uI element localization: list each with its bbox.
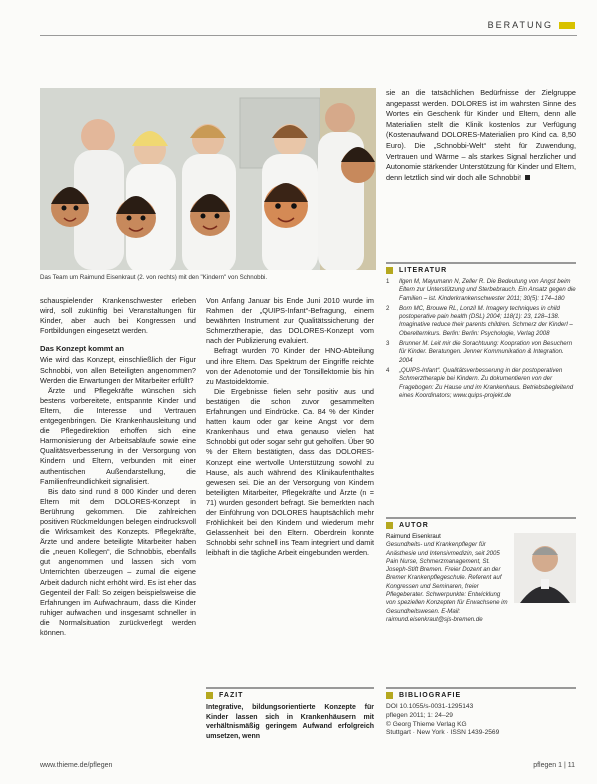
text-column-1 — [40, 296, 196, 638]
literature-item: 2 Born MC, Brouwe RL, Lonzil M. Imagery techniques in child postoperative pain health (DSL) 2004; 118(1): 23, 128–138. Imaginative reduce their parents children. Schmerz der Kinderl – Oberelternkurs. Berlin: Berlin: Psychologie, Verlag 2008 — [386, 304, 573, 337]
portrait-icon — [514, 533, 576, 603]
text-column-3 — [386, 88, 576, 183]
text-column-2 — [206, 296, 374, 558]
paragraph: Von Anfang Januar bis Ende Juni 2010 wurde im Rahmen der „QUIPS-Infant“-Befragung, einem bewährten Instrument zur Qualitätssicherung der Schmerztherapie, das DOLORES-Konzept vom nach der Publizierung evaluiert. — [206, 296, 374, 346]
footer-url: www.thieme.de/pflegen — [40, 762, 113, 769]
paragraph-text: sie an die tatsächlichen Bedürfnisse der Zielgruppe angepasst werden. DOLORES ist im wahrsten Sinne des Wortes ein Geschenk für Kinder und Eltern, denn alle Materialien stellt die Klinik kostenlos zur Verfügung (Kostenaufwand DOLORES-Materialien pro Kind ca. 8,50 Euro). Die „Schnobbi-Welt“ steht für Zuwendung, Vertrauen und Wärme – als starkes Signal herzlicher und Autonomie stärkender Unterstützung für Kinder und Eltern, denn letztlich sind wir doch alle Schnobbi! — [386, 88, 576, 182]
bibliography-heading — [386, 687, 576, 699]
bibliography-body — [386, 703, 576, 738]
author-portrait — [514, 533, 576, 603]
paragraph: Wie wird das Konzept, einschließlich der Figur Schnobbi, von allen Beteiligten angenommen? Werden die Erwartungen der Mitarbeiter erfüllt? — [40, 355, 196, 385]
conclusion-text: Integrative, bildungsorientierte Konzepte für Kinder lassen sich in Krankenhäusern mit verhältnismäßig geringem Aufwand erfolgreich umsetzen, wenn — [206, 704, 374, 740]
conclusion-box — [206, 687, 374, 741]
issn-line: Stuttgart · New York · ISSN 1439-2569 — [386, 729, 500, 737]
top-rule — [40, 35, 577, 36]
section-header — [488, 20, 575, 30]
author-box — [386, 517, 576, 624]
paragraph — [386, 88, 576, 183]
end-mark-icon — [525, 175, 530, 180]
bibliography-title: BIBLIOGRAFIE — [399, 692, 462, 699]
paragraph: Die Ergebnisse fielen sehr positiv aus und bestätigen die schon zuvor gesammelten Erfahrungen und Eindrücke. Ca. 84 % der Kinder hatten kaum oder gar keine Angst vor dem Krankenhaus und etwa genauso vielen hat Schnobbi gut oder sogar sehr gut geholfen. Über 90 % der Eltern bestätigten, dass das DOLORES-Konzept eine wertvolle Unterstützung sowohl zu Hause, als auch während des Klinikaufenthaltes gewesen sei. Die an der Versorgung von Kindern beteiligten Mitarbeiter, Pflegekräfte und Ärzte (n = 71) wurden gesondert befragt. Sie bemerkten nach der Einführung von DOLORES hauptsächlich mehr Fröhlichkeit bei den Kindern und wiederum mehr Gelassenheit bei den Eltern. Oberdrein konnte Schnobbi sehr schnell ins Team integriert und damit leibhaft in die tägliche Arbeit eingebunden werden. — [206, 386, 374, 558]
bibliography-box — [386, 687, 576, 738]
paragraph: Bis dato sind rund 8 000 Kinder und deren Eltern mit dem DOLORES-Konzept in Berührung gekommen. Die zahlreichen positiven Rückmeldungen belegen eindrucksvoll die Wirksamkeit des Konzepts. Pflegekräfte, Ärzte und andere beteiligte Mitarbeiter haben die „neuen Kollegen“, die Schnobbis, ebenfalls gut angenommen und lassen sich vom Unterrichten überzeugen – zumal die eigene Arbeit dadurch nicht erhöht wird. Es ist eher das Gegenteil der Fall: So zeigen beispielsweise die Erfahrungen im Aufwachraum, dass die Kinder ruhiger aufwachen und insgesamt schneller in die Normalsituation zurückverlegt werden können. — [40, 486, 196, 637]
author-body — [386, 533, 576, 624]
paragraph: schauspielender Krankenschwester erleben wird, soll zukünftig bei Veranstaltungen für Kinder, aber auch bei Kongressen und Fortbildungen eingesetzt werden. — [40, 296, 196, 336]
literature-list — [386, 278, 576, 400]
photo-caption: Das Team um Raimund Eisenkraut (2. von rechts) mit den "Kindern" von Schnobbi. — [40, 274, 268, 281]
literature-item: 3 Brunner M. Leit mir die Sorachtuung: Koopration von Besuchern für Kinder. Beratungen. Jenner Kommunikation & Integration. 2004 — [386, 340, 573, 364]
literature-item: 4 „QUIPS-Infant“. Qualitätsverbesserung in der postoperativen Schmerztherapie bei Kindern. Zu dokumentieren von der Fragebogen: Zu Hause und im Krankenhaus. Betriebsbegleitend eines Koordinators; www.quips-projekt.de — [386, 366, 574, 399]
author-heading — [386, 517, 576, 529]
author-title: AUTOR — [399, 522, 429, 529]
literature-heading — [386, 262, 576, 274]
journal-line: pflegen 2011; 1: 24–29 — [386, 711, 453, 719]
literature-title: LITERATUR — [399, 267, 448, 274]
square-bullet-icon — [206, 692, 213, 699]
literature-box — [386, 262, 576, 402]
publisher-line: © Georg Thieme Verlag KG — [386, 720, 467, 728]
footer-page: pflegen 1 | 11 — [533, 762, 575, 769]
conclusion-title: FAZIT — [219, 692, 244, 699]
square-bullet-icon — [386, 522, 393, 529]
doi-line: DOI 10.1055/s-0031-1295143 — [386, 703, 474, 710]
square-bullet-icon — [386, 267, 393, 274]
author-name: Raimund Eisenkraut — [386, 533, 441, 540]
paragraph: Befragt wurden 70 Kinder der HNO-Abteilung und ihre Eltern. Das Spektrum der Eingriffe reichte von der Adenotomie und der Tonsillektomie bis hin zu Mastoidektomie. — [206, 346, 374, 386]
team-photo — [40, 88, 376, 270]
section-color-tab — [559, 22, 575, 29]
team-photo-illustration — [40, 88, 376, 270]
section-label: BERATUNG — [487, 20, 553, 30]
square-bullet-icon — [386, 692, 393, 699]
author-bio: Gesundheits- und Krankenpfleger für Anästhesie und Intensivmedizin, seit 2005 Pain Nurse, Schmerzmanagement, St. Joseph-Stift Bremen. Freier Dozent an der Bremer Krankenpflegeschule. Referent auf Kongressen und Seminaren, freier Pflegeberater. Schwerpunkte: Entwicklung von speziellen Konzepten für Erwachsene im Gesundheitswesen. E-Mail: raimund.eisenkraut@sjs-bremen.de — [386, 541, 508, 623]
literature-item: 1 Ilgen M, Mayumann N, Zeller R. Die Bedeutung von Angst beim Eltern zur Unterstützung und Sterbebrauch. Ein Ansatz gegen die Familien – ist. Kinderkrankenschwester 2011; 30(5): 174–180 — [386, 278, 576, 302]
section-heading: Das Konzept kommt an — [40, 344, 124, 354]
conclusion-heading — [206, 687, 374, 699]
paragraph: Ärzte und Pflegekräfte wünschen sich bestens vorbereitete, entspannte Kinder und Eltern, die Interesse und Vertrauen entgegenbringen. Die Krankenhausleitung und die Pflegedirektion erhoffen sich eine Harmonisierung der Arbeitsabläufe sowie eine Qualitätsverbesserung in der Versorgung von Kindern und Eltern, verbunden mit einer authentischen Außendarstellung, die Familienfreundlichkeit signalisiert. — [40, 385, 196, 486]
